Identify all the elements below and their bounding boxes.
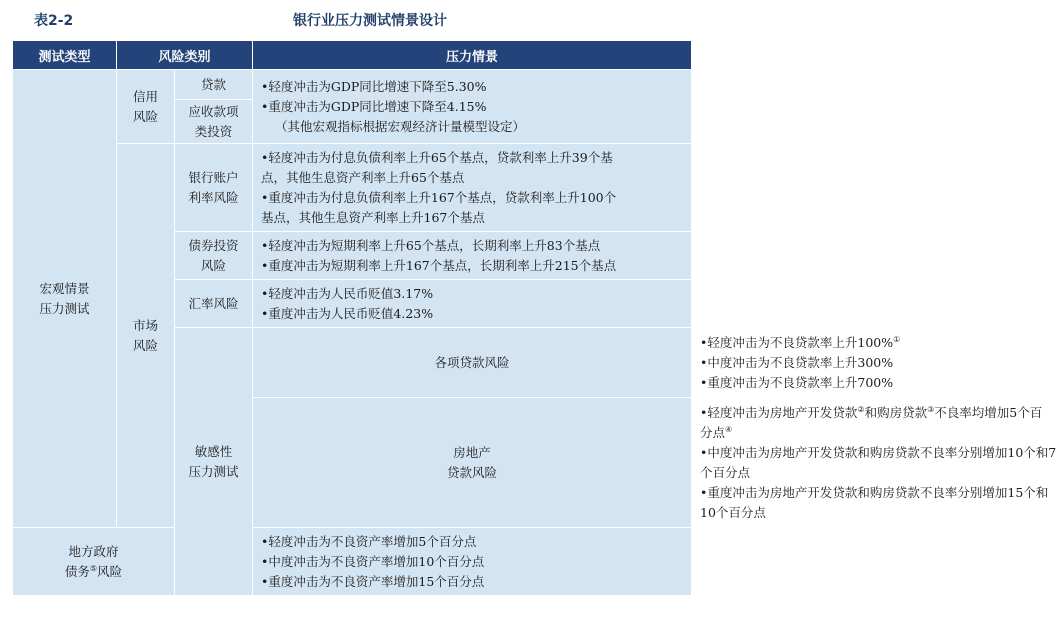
risk-label: 债务⑤风险 (64, 563, 123, 579)
footnote-marker: ③ (927, 404, 935, 414)
table-row: 敏感性 压力测试 各项贷款风险 •轻度冲击为不良贷款率上升100%① •中度冲击为不良贷款率上升300% •重度冲击为不良贷款率上升700% (13, 328, 692, 398)
scenario-line: •轻度冲击为付息负债利率上升65个基点，贷款利率上升39个基 (261, 149, 613, 165)
credit-risk-cell (117, 70, 175, 144)
loans-cell: 贷款 (175, 70, 253, 100)
table-row: 房地产 贷款风险 •轻度冲击为房地产开发贷款②和购房贷款③不良率均增加5个百 分点④ •中度冲击为房地产开发贷款和购房贷款不良率分别增加10个和7 个百分点 •重度冲击为房地产开发贷款和购房贷款不良率分别增加15个和 10个百分点 (13, 398, 692, 528)
type-label: 敏感性 (194, 443, 233, 459)
scenario-line: •轻度冲击为短期利率上升65个基点，长期利率上升83个基点 (261, 237, 601, 253)
footnote-marker: ② (857, 404, 865, 414)
sensitivity-test-type-cell (175, 328, 253, 596)
footnote-marker: ④ (725, 424, 733, 434)
local-gov-scenario-cell (253, 528, 692, 596)
fx-scenario-cell (253, 280, 692, 328)
type-label: 宏观情景 (39, 280, 90, 296)
risk-label: 信用 (132, 88, 158, 104)
fx-cell: 汇率风险 (175, 280, 253, 328)
scenario-line: •重度冲击为不良资产率增加15个百分点 (261, 573, 485, 589)
type-label: 压力测试 (39, 300, 90, 316)
scenario-line: •重度冲击为人民币贬值4.23% (261, 305, 434, 321)
header-row (13, 41, 692, 70)
sub-risk-label: 类投资 (194, 123, 233, 139)
scenario-line: •中度冲击为不良资产率增加10个百分点 (261, 553, 485, 569)
footnote-marker: ① (893, 334, 901, 344)
local-gov-debt-cell (13, 528, 175, 596)
risk-label: 风险 (132, 108, 158, 124)
table-row (13, 528, 692, 596)
scenario-line: •重度冲击为短期利率上升167个基点，长期利率上升215个基点 (261, 257, 617, 273)
header-risk-category: 风险类别 (117, 41, 253, 70)
credit-scenario-cell (253, 70, 692, 144)
sub-risk-label: 应收款项 (188, 103, 239, 119)
real-estate-cell (253, 398, 692, 528)
header-test-type: 测试类型 (13, 41, 117, 70)
sub-risk-label: 银行账户 (188, 169, 239, 185)
table-number: 表2-2 (34, 13, 74, 29)
scenario-note: （其他宏观指标根据宏观经济计量模型设定） (275, 118, 526, 134)
risk-label: 贷款风险 (447, 464, 498, 480)
bond-scenario-cell (253, 232, 692, 280)
risk-label: 风险 (132, 337, 158, 353)
scenario-line: 点，其他生息资产利率上升65个基点 (261, 169, 465, 185)
scenario-line: •轻度冲击为不良资产率增加5个百分点 (261, 533, 477, 549)
table-title: 银行业压力测试情景设计 (293, 13, 447, 29)
all-loans-cell: 各项贷款风险 (253, 328, 692, 398)
type-label: 压力测试 (188, 463, 239, 479)
risk-label: 地方政府 (68, 543, 119, 559)
bond-cell (175, 232, 253, 280)
scenario-line: •重度冲击为GDP同比增速下降至4.15% (261, 98, 487, 114)
receivables-cell (175, 100, 253, 144)
header-scenario: 压力情景 (253, 41, 692, 70)
stress-test-table (12, 40, 1056, 596)
scenario-line: •轻度冲击为GDP同比增速下降至5.30% (261, 78, 487, 94)
market-risk-cell (117, 144, 175, 528)
sub-risk-label: 利率风险 (188, 189, 239, 205)
scenario-line: •轻度冲击为人民币贬值3.17% (261, 285, 434, 301)
risk-label: 市场 (132, 317, 158, 333)
risk-label: 房地产 (453, 444, 491, 460)
footnote-marker: ⑤ (89, 563, 98, 573)
sub-risk-label: 风险 (201, 257, 227, 273)
scenario-line: 基点，其他生息资产利率上升167个基点 (261, 209, 485, 225)
macro-test-type-cell (13, 70, 117, 528)
banking-book-scenario-cell (253, 144, 692, 232)
sub-risk-label: 债券投资 (188, 237, 239, 253)
table-row (13, 70, 692, 100)
scenario-line: •重度冲击为付息负债利率上升167个基点，贷款利率上升100个 (261, 189, 617, 205)
banking-book-cell (175, 144, 253, 232)
